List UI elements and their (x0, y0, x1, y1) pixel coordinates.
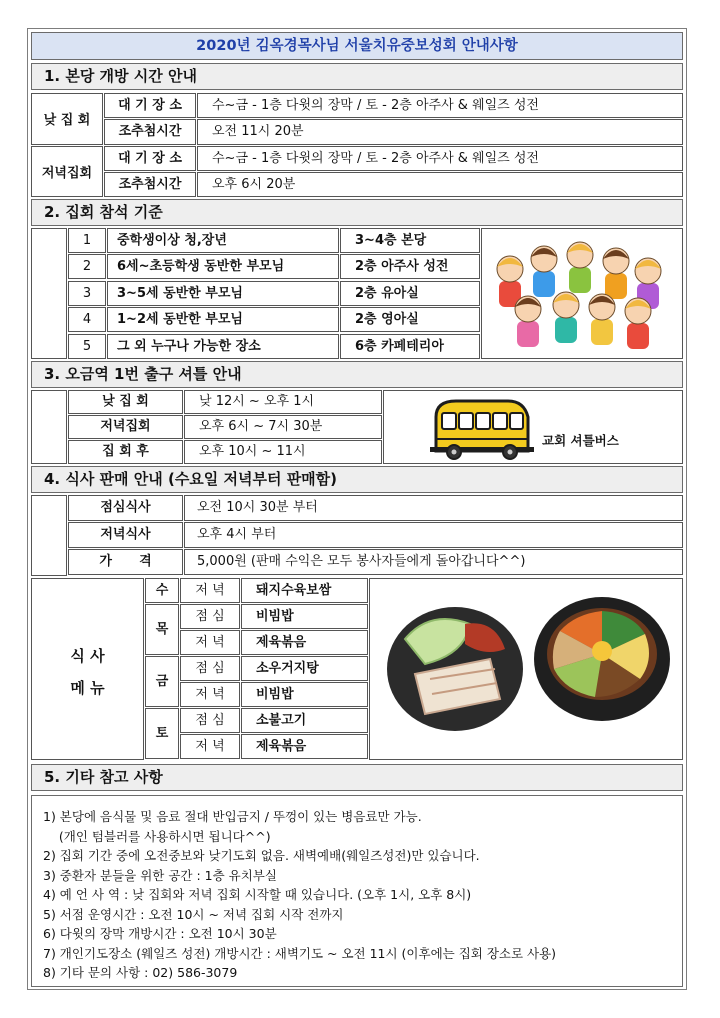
meal-label: 가 격 (68, 549, 183, 575)
day-meeting-label: 낮 집 회 (43, 113, 91, 128)
menu-item: 제육볶음 (241, 630, 368, 655)
shuttle-label: 집 회 후 (68, 440, 183, 464)
bus-caption: 교회 셔틀버스 (542, 433, 619, 448)
criteria-attendee: 6세~초등학생 동반한 부모님 (107, 254, 339, 279)
day-early-label: 조추첨시간 (104, 119, 196, 145)
menu-day: 목 (145, 604, 179, 655)
child-figure (625, 298, 651, 349)
criteria-location: 2층 유아실 (340, 281, 480, 306)
eve-wait-label: 대 기 장 소 (104, 146, 196, 171)
shuttle-label: 저녁집회 (68, 415, 183, 439)
section-5-heading: 5. 기타 참고 사항 (31, 764, 683, 791)
menu-day: 수 (145, 578, 179, 603)
child-figure (531, 246, 557, 297)
eve-early-value: 오후 6시 20분 (197, 172, 683, 197)
menu-item: 소불고기 (241, 708, 368, 733)
note-line: (개인 텀블러를 사용하시면 됩니다^^) (43, 828, 271, 844)
menu-label-line1: 식 사 (70, 647, 105, 665)
shuttle-time: 낮 12시 ~ 오후 1시 (184, 390, 382, 414)
section-4-spacer (31, 495, 67, 576)
criteria-location: 2층 아주사 성전 (340, 254, 480, 279)
child-figure (515, 296, 541, 347)
criteria-number: 2 (68, 254, 106, 279)
meal-label: 점심식사 (68, 495, 183, 521)
section-1-heading: 1. 본당 개방 시간 안내 (31, 63, 683, 90)
menu-label-line2: 메 뉴 (70, 679, 105, 697)
evening-meeting-cell (31, 146, 103, 197)
food-photo-cell (369, 578, 683, 760)
children-illustration-cell (481, 228, 683, 359)
criteria-location: 2층 영아실 (340, 307, 480, 332)
menu-meal: 저 녁 (180, 630, 240, 655)
day-wait-label: 대 기 장 소 (104, 93, 196, 118)
menu-day: 토 (145, 708, 179, 759)
criteria-attendee: 그 외 누구나 가능한 장소 (107, 334, 339, 359)
note-line: 1) 본당에 음식물 및 음료 절대 반입금지 / 뚜껑이 있는 병음료만 가능. (43, 809, 422, 824)
children-group-image (482, 229, 682, 358)
shuttle-label: 낮 집 회 (68, 390, 183, 414)
eve-early-label: 조추첨시간 (104, 172, 196, 197)
notes-list (31, 795, 683, 987)
note-line: 2) 집회 기간 중에 오전중보와 낮기도회 없음. 새벽예배(웨일즈성전)만 있습니다. (43, 848, 480, 863)
notice-page (27, 28, 687, 990)
note-line: 8) 기타 문의 사항 : 02) 586-3079 (43, 965, 238, 980)
child-figure (589, 294, 615, 345)
note-line: 3) 중환자 분들을 위한 공간 : 1층 유치부실 (43, 867, 277, 883)
menu-item: 비빔밥 (241, 604, 368, 629)
note-line: 4) 예 언 사 역 : 낮 집회와 저녁 집회 시작할 때 있습니다. (오후 1시, 오후 8시) (43, 887, 472, 902)
section-3-heading: 3. 오금역 1번 출구 셔틀 안내 (31, 361, 683, 388)
child-figure (553, 292, 579, 343)
page-title: 2020년 김옥경목사님 서울치유중보성회 안내사항 (31, 32, 683, 60)
day-wait-value: 수~금 - 1층 다윗의 장막 / 토 - 2층 아주사 & 웨일즈 성전 (197, 93, 683, 118)
bus-icon (428, 395, 538, 461)
note-line: 5) 서점 운영시간 : 오전 10시 ~ 저녁 집회 시작 전까지 (43, 906, 344, 922)
shuttle-bus-cell (383, 390, 683, 464)
menu-meal: 점 심 (180, 708, 240, 733)
meal-value: 오전 10시 30분 부터 (184, 495, 683, 521)
section-4-heading: 4. 식사 판매 안내 (수요일 저녁부터 판매함) (31, 466, 683, 493)
criteria-attendee: 3~5세 동반한 부모님 (107, 281, 339, 306)
section-2-heading: 2. 집회 참석 기준 (31, 199, 683, 226)
menu-meal: 저 녁 (180, 682, 240, 707)
eve-wait-value: 수~금 - 1층 다윗의 장막 / 토 - 2층 아주사 & 웨일즈 성전 (197, 146, 683, 171)
criteria-location: 3~4층 본당 (340, 228, 480, 253)
meal-value: 5,000원 (판매 수익은 모두 봉사자들에게 돌아갑니다^^) (184, 549, 683, 575)
child-figure (603, 248, 629, 299)
day-meeting-cell (31, 93, 103, 145)
menu-day: 금 (145, 656, 179, 707)
section-3-spacer (31, 390, 67, 464)
child-figure (567, 242, 593, 293)
criteria-number: 3 (68, 281, 106, 306)
meal-label: 저녁식사 (68, 522, 183, 548)
criteria-attendee: 1~2세 동반한 부모님 (107, 307, 339, 332)
criteria-number: 5 (68, 334, 106, 359)
shuttle-time: 오후 6시 ~ 7시 30분 (184, 415, 382, 439)
note-line: 6) 다윗의 장막 개방시간 : 오전 10시 30분 (43, 926, 277, 941)
meal-value: 오후 4시 부터 (184, 522, 683, 548)
criteria-location: 6층 카페테리아 (340, 334, 480, 359)
day-early-value: 오전 11시 20분 (197, 119, 683, 145)
note-line: 7) 개인기도장소 (웨일즈 성전) 개방시간 : 새벽기도 ~ 오전 11시 (이후에는 집회 장소로 사용) (43, 945, 557, 961)
section-2-spacer (31, 228, 67, 359)
menu-item: 제육볶음 (241, 734, 368, 759)
criteria-number: 1 (68, 228, 106, 253)
menu-meal: 저 녁 (180, 578, 240, 603)
evening-meeting-label: 저녁집회 (41, 166, 93, 181)
menu-meal: 점 심 (180, 604, 240, 629)
menu-label-cell (31, 578, 144, 760)
menu-item: 돼지수육보쌈 (241, 578, 368, 603)
criteria-number: 4 (68, 307, 106, 332)
food-photos (370, 579, 682, 759)
menu-item: 소우거지탕 (241, 656, 368, 681)
menu-meal: 점 심 (180, 656, 240, 681)
shuttle-time: 오후 10시 ~ 11시 (184, 440, 382, 464)
criteria-attendee: 중학생이상 청,장년 (107, 228, 339, 253)
menu-item: 비빔밥 (241, 682, 368, 707)
menu-meal: 저 녁 (180, 734, 240, 759)
